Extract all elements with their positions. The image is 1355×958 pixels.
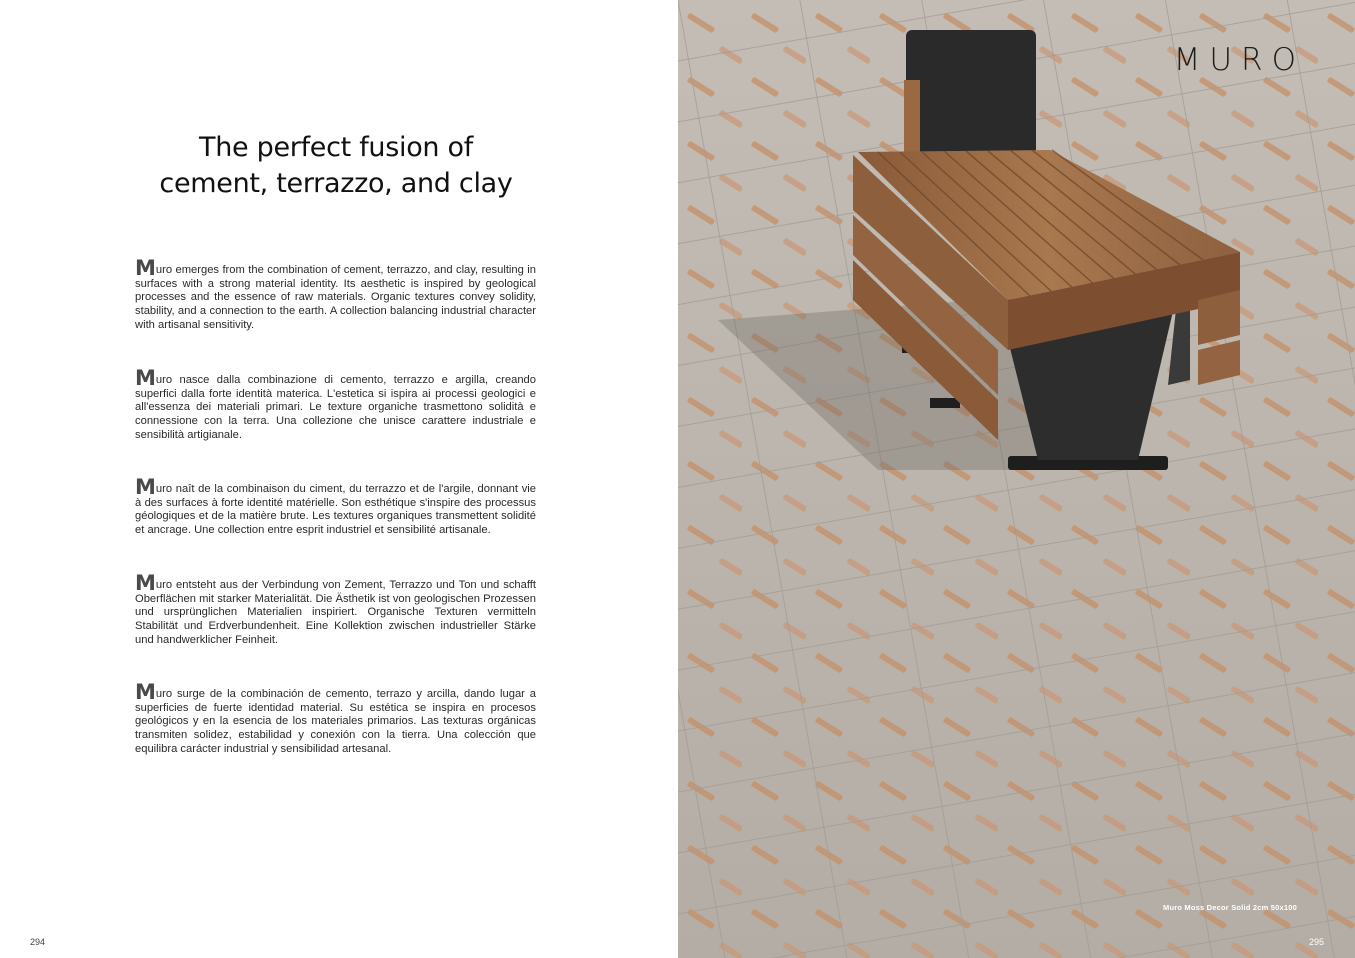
brand-logo: MURO: [1173, 42, 1305, 78]
title-line-2: cement, terrazzo, and clay: [159, 168, 513, 199]
drop-cap: M: [135, 680, 156, 704]
title-line-1: The perfect fusion of: [199, 132, 473, 163]
paragraph-english: [135, 256, 536, 333]
paragraph-text: uro nasce dalla combinazione di cemento, terrazzo e argilla, creando superfici dalla forte identità materica. L'estetica si ispira ai processi geologici e all'essenza dei materiali primari. Le texture organiche trasmettono solidità e connessione con la terra. Una collezione che unisce carattere industriale e sensibilità artigianale.: [135, 374, 536, 441]
image-caption: Muro Moss Decor Solid 2cm 50x100: [1163, 903, 1297, 912]
paragraph-italian: [135, 366, 536, 443]
paragraph-german: [135, 571, 536, 648]
paragraph-text: uro naît de la combinaison du ciment, du terrazzo et de l'argile, donnant vie à des surfaces à forte identité matérielle. Son esthétique s'inspire des processus géologiques et de la matière brute. Les textures organiques transmettent solidité et ancrage. Une collection entre esprit industriel et sensibilité artisanale.: [135, 483, 536, 537]
page-title: [120, 130, 552, 202]
page-number-left: 294: [30, 937, 46, 947]
bench-photo: [678, 0, 1355, 958]
drop-cap: M: [135, 571, 156, 595]
paragraph-text: uro emerges from the combination of cement, terrazzo, and clay, resulting in surfaces with a strong material identity. Its aesthetic is inspired by geological processes and the essence of raw materials. Organic textures convey solidity, stability, and a connection to the earth. A collection balancing industrial character with artisanal sensitivity.: [135, 264, 536, 331]
drop-cap: M: [135, 366, 156, 390]
drop-cap: M: [135, 256, 156, 280]
page-number-right: 295: [1309, 937, 1325, 947]
paragraph-text: uro entsteht aus der Verbindung von Zement, Terrazzo und Ton und schafft Oberflächen mit starker Materialität. Die Ästhetik ist von geologischen Prozessen und ursprünglichen Materialien inspiriert. Organische Texturen vermitteln Stabilität und Erdverbundenheit. Eine Kollektion zwischen industrieller Stärke und handwerklicher Feinheit.: [135, 579, 536, 646]
paragraph-text: uro surge de la combinación de cemento, terrazo y arcilla, dando lugar a superficies de fuerte identidad material. Su estética se inspira en procesos geológicos y en la esencia de los materiales primarios. Las texturas orgánicas transmiten solidez, estabilidad y conexión con la tierra. Una colección que equilibra carácter industrial y sensibilidad artesanal.: [135, 688, 536, 755]
right-page: [678, 0, 1355, 958]
paragraph-spanish: [135, 680, 536, 757]
paragraph-french: [135, 475, 536, 538]
drop-cap: M: [135, 475, 156, 499]
